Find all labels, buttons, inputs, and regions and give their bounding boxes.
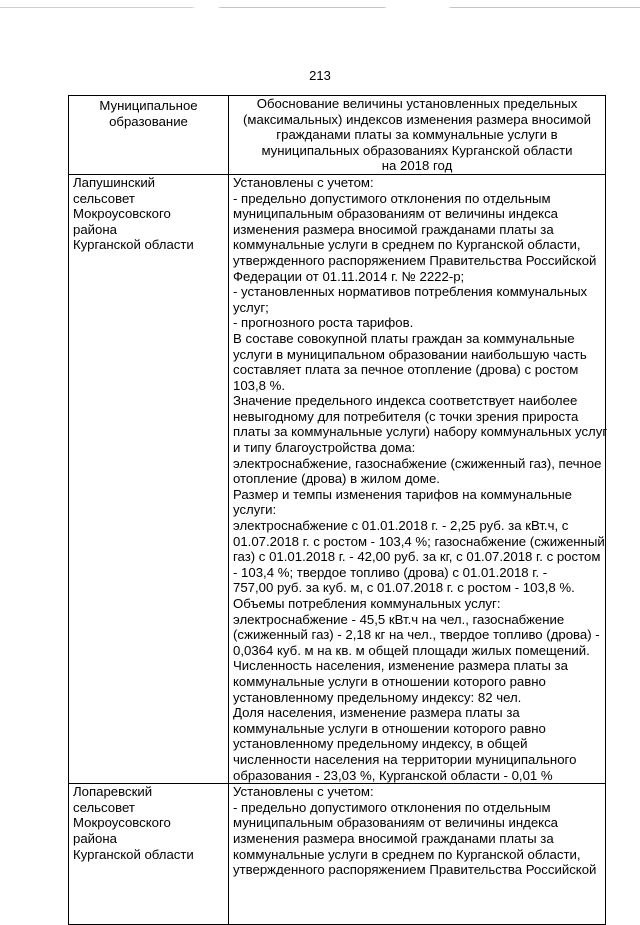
justification-cell <box>229 784 606 925</box>
municipality-name-line: сельсовет <box>73 190 135 206</box>
justification-text-line: электроснабжение, газоснабжение (сжиженный газ), печное <box>233 455 602 471</box>
header-text-line: Обоснование величины установленных предельных <box>256 96 578 111</box>
justification-text-line: - 103,4 %; твердое топливо (дрова) с 01.01.2018 г. - <box>233 564 548 580</box>
header-text-line: (максимальных) индексов изменения размера вносимой <box>243 111 591 127</box>
justification-text-line: численности населения на территории муниципального <box>233 751 577 767</box>
justification-text-line: коммунальные услуги в среднем по Курганской области, <box>233 846 581 862</box>
justification-text-line: коммунальные услуги в отношении которого равно <box>233 673 546 689</box>
municipality-name-line: сельсовет <box>73 799 135 815</box>
municipality-name-line: района <box>73 830 117 846</box>
justification-text-line: 01.07.2018 г. с ростом - 103,4 %; газоснабжение (сжиженный <box>233 533 605 549</box>
justification-text-line: электроснабжение с 01.01.2018 г. - 2,25 руб. за кВт.ч, с <box>233 518 569 534</box>
page-number: 213 <box>309 68 331 83</box>
justification-text-line: Значение предельного индекса соответствует наиболее <box>233 393 578 409</box>
justification-text-line: 0,0364 куб. м на кв. м общей площади жилых помещений. <box>233 642 590 658</box>
municipality-name-line: Лапушинский <box>73 174 156 190</box>
justification-text-line: отопление (дрова) в жилом доме. <box>233 471 440 487</box>
justification-text-line: невыгодному для потребителя (с точки зрения прироста <box>233 408 579 424</box>
justification-text-line: коммунальные услуги в среднем по Курганской области, <box>233 237 581 253</box>
justification-text-line: - предельно допустимого отклонения по отдельным <box>233 190 551 206</box>
justification-text-line: платы за коммунальные услуги) набору коммунальных услуг <box>233 424 608 440</box>
justification-text-line: услуги: <box>233 502 277 518</box>
municipality-name-line: Лопаревский <box>73 784 153 800</box>
justification-text-line: Федерации от 01.11.2014 г. № 2222-р; <box>233 268 465 284</box>
header-text-line: образование <box>109 113 188 129</box>
justification-text-line: Размер и темпы изменения тарифов на коммунальные <box>233 486 572 502</box>
municipality-name-line: Курганской области <box>73 846 194 862</box>
header-text-line: Муниципальное <box>99 98 198 113</box>
justification-text-line: - прогнозного роста тарифов. <box>233 315 414 331</box>
justification-text-line: образования - 23,03 %, Курганской области - 0,01 % <box>233 767 553 783</box>
justification-text-line: изменения размера вносимой гражданами платы за <box>233 221 554 237</box>
justification-text-line: изменения размера вносимой гражданами платы за <box>233 830 554 846</box>
justification-text-line: Объемы потребления коммунальных услуг: <box>233 596 501 611</box>
tariff-index-table <box>68 95 606 925</box>
justification-text-line: (сжиженный газ) - 2,18 кг на чел., твердое топливо (дрова) - <box>233 627 600 643</box>
justification-text-line: В составе совокупной платы граждан за коммунальные <box>233 330 575 346</box>
justification-text-line: Установлены с учетом: <box>233 784 374 800</box>
header-municipality <box>69 96 229 175</box>
municipality-cell <box>69 784 229 925</box>
header-text-line: на 2018 год <box>381 158 453 174</box>
justification-text-line: утвержденного распоряжением Правительства Российской <box>233 862 597 878</box>
table-row <box>69 784 606 925</box>
justification-text-line: услуг; <box>233 299 269 315</box>
municipality-name-line: Курганской области <box>73 237 194 253</box>
justification-text-line: установленному предельному индексу: 82 чел. <box>233 689 522 705</box>
justification-text-line: установленному предельному индексу, в общей <box>233 736 528 752</box>
table-header-row <box>69 96 606 175</box>
justification-text-line: муниципальным образованиям от величины индекса <box>233 206 559 222</box>
justification-text-line: муниципальным образованиям от величины индекса <box>233 815 559 831</box>
header-justification <box>229 96 606 175</box>
justification-cell <box>229 174 606 783</box>
justification-text-line: - установленных нормативов потребления коммунальных <box>233 284 588 300</box>
header-text-line: гражданами платы за коммунальные услуги в <box>276 127 558 143</box>
justification-text-line: услуги в муниципальном образовании наибольшую часть <box>233 346 587 362</box>
justification-text-line: Численность населения, изменение размера платы за <box>233 658 568 674</box>
justification-text-line: составляет плата за печное отопление (дрова) с ростом <box>233 362 579 378</box>
table-row <box>69 174 606 783</box>
justification-text-line: утвержденного распоряжением Правительства Российской <box>233 252 597 268</box>
justification-text-line: Установлены с учетом: <box>233 174 374 190</box>
justification-text-line: Доля населения, изменение размера платы за <box>233 705 520 721</box>
justification-text-line: и типу благоустройства дома: <box>233 440 416 456</box>
justification-text-line: 757,00 руб. за куб. м, с 01.07.2018 г. с ростом - 103,8 %. <box>233 580 575 596</box>
municipality-cell <box>69 174 229 783</box>
municipality-name-line: Мокроусовского <box>73 815 171 831</box>
scan-top-edge <box>0 7 640 8</box>
justification-text-line: 103,8 %. <box>233 377 286 393</box>
header-text-line: муниципальных образованиях Курганской области <box>261 142 573 158</box>
justification-text-line: коммунальные услуги в отношении которого равно <box>233 720 546 736</box>
municipality-name-line: Мокроусовского <box>73 206 171 222</box>
justification-text-line: газ) с 01.01.2018 г. - 42,00 руб. за кг, с 01.07.2018 г. с ростом <box>233 549 601 565</box>
municipality-name-line: района <box>73 221 117 237</box>
justification-text-line: - предельно допустимого отклонения по отдельным <box>233 799 551 815</box>
justification-text-line: электроснабжение - 45,5 кВт.ч на чел., газоснабжение <box>233 611 565 627</box>
